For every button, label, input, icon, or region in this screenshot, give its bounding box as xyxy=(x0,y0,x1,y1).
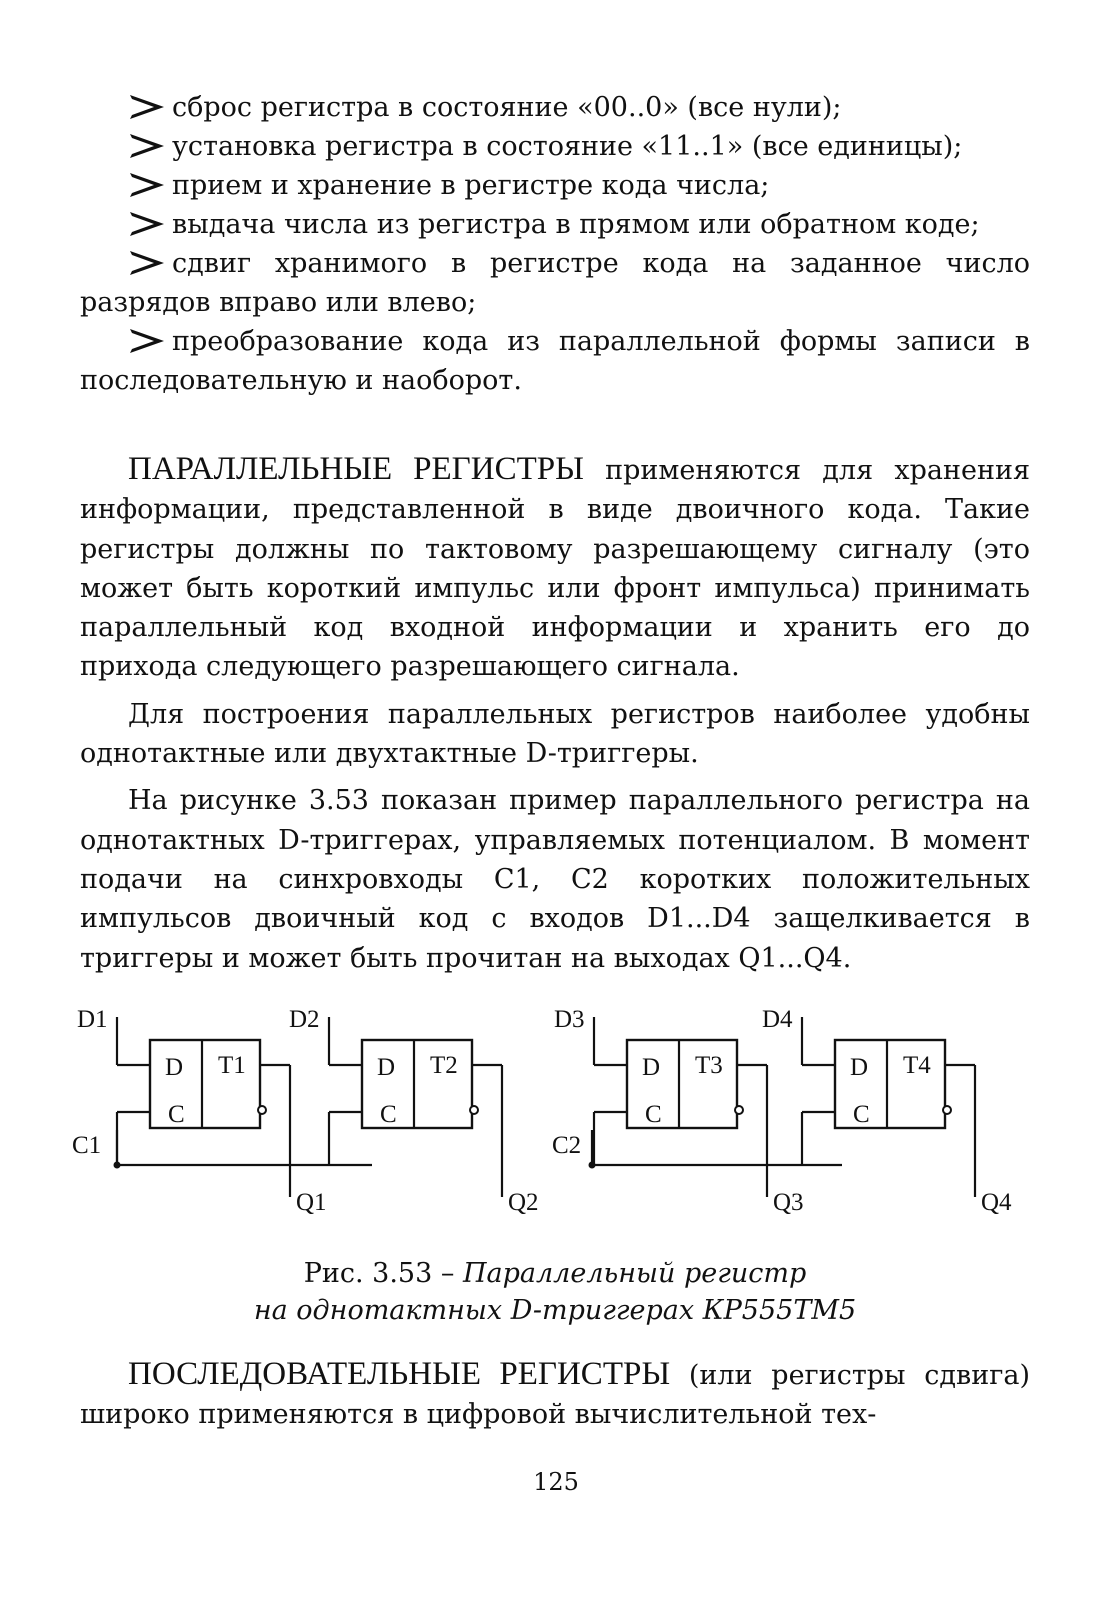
arrowhead-bullet-icon xyxy=(128,170,166,200)
parallel-paragraph-2: Для построения параллельных регистров наиболее удобны однотактные или двухтактные D-триггеры. xyxy=(80,698,1030,770)
data-input-label: D2 xyxy=(289,1006,320,1033)
pin-c-label: C xyxy=(380,1101,397,1128)
arrowhead-bullet-icon xyxy=(128,131,166,161)
sequential-paragraph xyxy=(80,1355,1030,1435)
figure-caption xyxy=(80,1255,1030,1329)
bullet-item xyxy=(80,166,1030,205)
arrowhead-bullet-icon xyxy=(128,92,166,122)
page-number: 125 xyxy=(533,1468,579,1496)
bullet-item xyxy=(80,322,1030,400)
pin-c-label: C xyxy=(645,1101,662,1128)
output-label: Q4 xyxy=(981,1189,1012,1216)
trigger-label: T1 xyxy=(218,1052,246,1079)
trigger-label: T4 xyxy=(903,1052,931,1079)
inverted-output-bubble xyxy=(258,1106,266,1114)
trigger-label: T2 xyxy=(430,1052,458,1079)
pin-d-label: D xyxy=(642,1054,661,1081)
bullet-text: сдвиг хранимого в регистре кода на заданное число разрядов вправо или влево; xyxy=(80,248,1030,318)
pin-d-label: D xyxy=(165,1054,184,1081)
arrowhead-bullet-icon xyxy=(128,248,166,278)
parallel-paragraph-1 xyxy=(80,450,1030,687)
inverted-output-bubble xyxy=(943,1106,951,1114)
arrowhead-bullet-icon xyxy=(128,326,166,356)
clock-input-label: C1 xyxy=(72,1132,102,1159)
bullet-text: выдача числа из регистра в прямом или обратном коде; xyxy=(172,209,980,240)
pin-d-label: D xyxy=(377,1054,396,1081)
junction-dot xyxy=(589,1162,596,1169)
inverted-output-bubble xyxy=(735,1106,743,1114)
caption-prefix: Рис. 3.53 – xyxy=(303,1258,463,1289)
parallel-paragraph-3: На рисунке 3.53 показан пример параллельного регистра на однотактных D-триггерах, управляемых потенциалом. В момент подачи на синхровходы C1, C2 коротких положительных импульсов двоичный код с входов D1...D4 защелкивается в триггеры и может быть прочитан на выходах Q1...Q4. xyxy=(80,785,1030,974)
bullet-text: преобразование кода из параллельной формы записи в последовательную и наоборот. xyxy=(80,326,1030,396)
caption-line-1: Параллельный регистр xyxy=(462,1258,807,1289)
bullet-item xyxy=(80,205,1030,244)
trigger-label: T3 xyxy=(695,1052,723,1079)
parallel-registers-heading: ПАРАЛЛЕЛЬНЫЕ РЕГИСТРЫ xyxy=(128,451,584,487)
bullet-item xyxy=(80,127,1030,166)
pin-c-label: C xyxy=(853,1101,870,1128)
junction-dot xyxy=(114,1162,121,1169)
output-label: Q3 xyxy=(773,1189,804,1216)
caption-line-2: на однотактных D-триггерах КР555ТМ5 xyxy=(253,1295,857,1326)
bullet-list xyxy=(80,88,1030,400)
output-label: Q1 xyxy=(296,1189,327,1216)
register-schematic xyxy=(72,1005,1052,1220)
pin-c-label: C xyxy=(168,1101,185,1128)
bullet-text: прием и хранение в регистре кода числа; xyxy=(172,170,770,201)
sequential-section xyxy=(80,1355,1030,1435)
pin-d-label: D xyxy=(850,1054,869,1081)
data-input-label: D3 xyxy=(554,1006,585,1033)
data-input-label: D4 xyxy=(762,1006,793,1033)
page-body xyxy=(80,88,1030,978)
bullet-text: сброс регистра в состояние «00..0» (все нули); xyxy=(172,92,842,123)
bullet-item xyxy=(80,88,1030,127)
data-input-label: D1 xyxy=(77,1006,108,1033)
arrowhead-bullet-icon xyxy=(128,209,166,239)
clock-input-label: C2 xyxy=(552,1132,582,1159)
output-label: Q2 xyxy=(508,1189,539,1216)
sequential-paragraph-text: (или регистры сдвига) широко применяются в цифровой вычислительной тех- xyxy=(80,1360,1030,1431)
parallel-paragraph-1-text: применяются для хранения информации, представленной в виде двоичного кода. Такие регистры должны по тактовому разрешающему сигналу (это может быть короткий импульс или фронт импульса) принимать параллельный код входной информации и хранить его до прихода следующего разрешающего сигнала. xyxy=(80,455,1030,683)
bullet-text: установка регистра в состояние «11..1» (все единицы); xyxy=(172,131,963,162)
sequential-registers-heading: ПОСЛЕДОВАТЕЛЬНЫЕ РЕГИСТРЫ xyxy=(128,1356,671,1392)
inverted-output-bubble xyxy=(470,1106,478,1114)
bullet-item xyxy=(80,244,1030,322)
schematic-svg xyxy=(72,1005,1052,1220)
